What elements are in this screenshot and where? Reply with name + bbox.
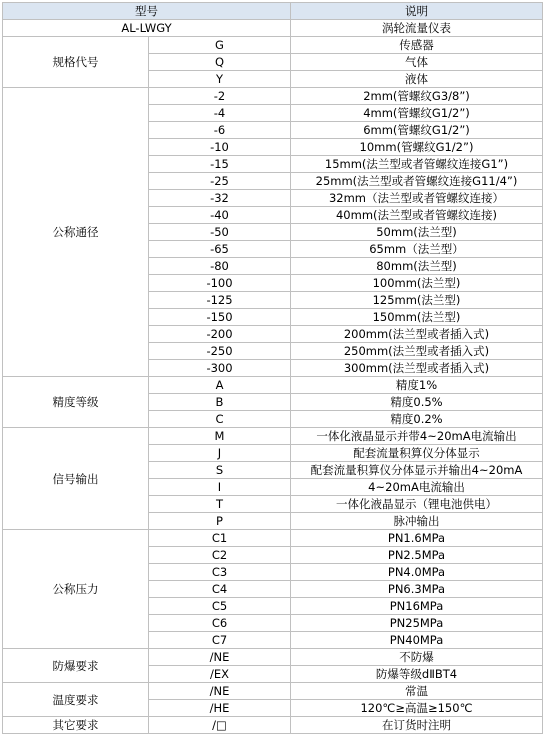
- option-code: /EX: [149, 666, 291, 683]
- option-code: -100: [149, 275, 291, 292]
- option-code: C5: [149, 598, 291, 615]
- option-code: -25: [149, 173, 291, 190]
- option-description: 6mm(管螺纹G1/2”): [291, 122, 543, 139]
- group-label: 精度等级: [3, 377, 149, 428]
- table-row: [3, 717, 543, 734]
- option-code: -125: [149, 292, 291, 309]
- option-description: 40mm(法兰型或者管螺纹连接): [291, 207, 543, 224]
- option-code: -4: [149, 105, 291, 122]
- option-code: A: [149, 377, 291, 394]
- option-code: -200: [149, 326, 291, 343]
- option-description: 4mm(管螺纹G1/2”): [291, 105, 543, 122]
- option-code: -300: [149, 360, 291, 377]
- model-header: 型号: [3, 3, 291, 20]
- table-row: [3, 530, 543, 547]
- option-code: -2: [149, 88, 291, 105]
- option-code: S: [149, 462, 291, 479]
- option-description: 在订货时注明: [291, 717, 543, 734]
- option-code: C6: [149, 615, 291, 632]
- option-code: /NE: [149, 649, 291, 666]
- option-code: /□: [149, 717, 291, 734]
- group-label: 信号输出: [3, 428, 149, 530]
- option-description: 液体: [291, 71, 543, 88]
- option-description: 32mm（法兰型或者管螺纹连接）: [291, 190, 543, 207]
- option-description: 配套流量积算仪分体显示并输出4~20mA: [291, 462, 543, 479]
- option-code: -40: [149, 207, 291, 224]
- group-label: 其它要求: [3, 717, 149, 734]
- option-code: C2: [149, 547, 291, 564]
- option-description: 4~20mA电流输出: [291, 479, 543, 496]
- product-code: AL-LWGY: [3, 20, 291, 37]
- table-row: [3, 649, 543, 666]
- option-code: -10: [149, 139, 291, 156]
- spec-table: [2, 2, 543, 734]
- option-code: Q: [149, 54, 291, 71]
- option-code: C1: [149, 530, 291, 547]
- option-description: 300mm(法兰型或者插入式): [291, 360, 543, 377]
- option-code: M: [149, 428, 291, 445]
- option-description: PN4.0MPa: [291, 564, 543, 581]
- option-description: 一体化液晶显示并带4~20mA电流输出: [291, 428, 543, 445]
- option-description: 100mm(法兰型): [291, 275, 543, 292]
- spec-table-body: [3, 3, 543, 734]
- option-description: 精度0.2%: [291, 411, 543, 428]
- option-code: T: [149, 496, 291, 513]
- option-description: 200mm(法兰型或者插入式): [291, 326, 543, 343]
- option-description: 常温: [291, 683, 543, 700]
- table-row: [3, 37, 543, 54]
- option-code: -6: [149, 122, 291, 139]
- option-description: 不防爆: [291, 649, 543, 666]
- option-description: 120℃≥高温≥150℃: [291, 700, 543, 717]
- option-code: Y: [149, 71, 291, 88]
- option-description: 125mm(法兰型): [291, 292, 543, 309]
- option-description: 250mm(法兰型或者插入式): [291, 343, 543, 360]
- option-code: /HE: [149, 700, 291, 717]
- option-description: 10mm(管螺纹G1/2”): [291, 139, 543, 156]
- product-name: 涡轮流量仪表: [291, 20, 543, 37]
- option-description: 一体化液晶显示（锂电池供电）: [291, 496, 543, 513]
- option-description: 配套流量积算仪分体显示: [291, 445, 543, 462]
- option-code: -32: [149, 190, 291, 207]
- option-code: I: [149, 479, 291, 496]
- option-code: C4: [149, 581, 291, 598]
- table-row: [3, 428, 543, 445]
- option-description: 传感器: [291, 37, 543, 54]
- option-description: 精度0.5%: [291, 394, 543, 411]
- product-row: [3, 20, 543, 37]
- group-label: 温度要求: [3, 683, 149, 717]
- group-label: 防爆要求: [3, 649, 149, 683]
- option-description: PN16MPa: [291, 598, 543, 615]
- option-description: 150mm(法兰型): [291, 309, 543, 326]
- header-row: [3, 3, 543, 20]
- option-code: C3: [149, 564, 291, 581]
- group-label: 公称通径: [3, 88, 149, 377]
- table-row: [3, 88, 543, 105]
- table-row: [3, 683, 543, 700]
- option-description: 25mm(法兰型或者管螺纹连接G11/4”): [291, 173, 543, 190]
- group-label: 公称压力: [3, 530, 149, 649]
- table-row: [3, 377, 543, 394]
- option-description: PN2.5MPa: [291, 547, 543, 564]
- option-description: 精度1%: [291, 377, 543, 394]
- option-code: -150: [149, 309, 291, 326]
- option-description: PN40MPa: [291, 632, 543, 649]
- option-code: P: [149, 513, 291, 530]
- option-code: B: [149, 394, 291, 411]
- option-code: C7: [149, 632, 291, 649]
- option-code: -50: [149, 224, 291, 241]
- option-code: G: [149, 37, 291, 54]
- option-description: 脉冲输出: [291, 513, 543, 530]
- option-code: C: [149, 411, 291, 428]
- option-code: -15: [149, 156, 291, 173]
- option-description: 气体: [291, 54, 543, 71]
- option-description: PN25MPa: [291, 615, 543, 632]
- option-code: -65: [149, 241, 291, 258]
- option-description: PN1.6MPa: [291, 530, 543, 547]
- option-description: 15mm(法兰型或者管螺纹连接G1”): [291, 156, 543, 173]
- option-description: 2mm(管螺纹G3/8”): [291, 88, 543, 105]
- desc-header: 说明: [291, 3, 543, 20]
- option-code: /NE: [149, 683, 291, 700]
- option-description: 防爆等级dⅡBT4: [291, 666, 543, 683]
- option-code: J: [149, 445, 291, 462]
- group-label: 规格代号: [3, 37, 149, 88]
- option-description: 50mm(法兰型): [291, 224, 543, 241]
- option-code: -80: [149, 258, 291, 275]
- option-code: -250: [149, 343, 291, 360]
- option-description: 65mm（法兰型）: [291, 241, 543, 258]
- option-description: PN6.3MPa: [291, 581, 543, 598]
- option-description: 80mm(法兰型): [291, 258, 543, 275]
